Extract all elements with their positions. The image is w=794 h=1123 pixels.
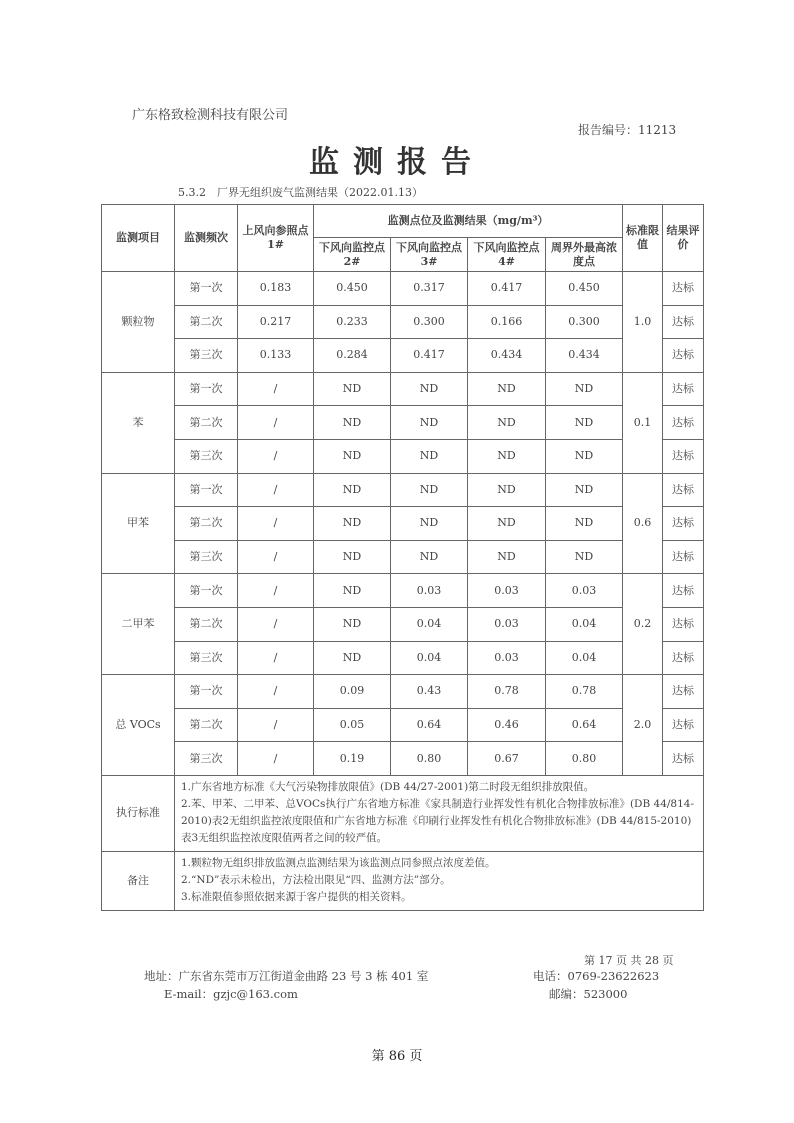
upwind-value: 0.183 — [238, 272, 314, 306]
evaluation-cell: 达标 — [663, 473, 704, 507]
max-value: 0.64 — [546, 708, 623, 742]
upwind-value: / — [238, 641, 314, 675]
point2-value: ND — [314, 540, 391, 574]
max-value: 0.300 — [546, 305, 623, 339]
point3-value: ND — [391, 406, 468, 440]
point4-value: 0.434 — [468, 339, 546, 373]
table-row — [102, 305, 704, 339]
group-name: 颗粒物 — [102, 272, 175, 373]
header-item: 监测项目 — [102, 205, 175, 272]
remark-text-line: 1.颗粒物无组织排放监测点监测结果为该监测点同参照点浓度差值。 — [181, 857, 496, 870]
table-row — [102, 473, 704, 507]
max-value: ND — [546, 439, 623, 473]
header-group: 监测点位及监测结果（mg/m³） — [314, 205, 623, 238]
upwind-value: / — [238, 742, 314, 776]
point4-value: 0.166 — [468, 305, 546, 339]
point2-value: ND — [314, 574, 391, 608]
upwind-value: / — [238, 473, 314, 507]
point3-value: ND — [391, 473, 468, 507]
upwind-value: / — [238, 607, 314, 641]
max-value: ND — [546, 507, 623, 541]
evaluation-cell: 达标 — [663, 607, 704, 641]
point2-value: ND — [314, 473, 391, 507]
point4-value: 0.67 — [468, 742, 546, 776]
max-value: ND — [546, 540, 623, 574]
limit-value: 1.0 — [623, 272, 663, 373]
point2-value: 0.05 — [314, 708, 391, 742]
evaluation-cell: 达标 — [663, 574, 704, 608]
max-value: 0.04 — [546, 641, 623, 675]
upwind-value: 0.133 — [238, 339, 314, 373]
point4-value: 0.03 — [468, 574, 546, 608]
remark-text-line: 2.“ND”表示未检出，方法检出限见“四、监测方法”部分。 — [181, 874, 451, 887]
standard-text-line: 1.广东省地方标准《大气污染物排放限值》(DB 44/27-2001)第二时段无组织排放限值。 — [181, 781, 595, 794]
header-max: 周界外最高浓度点 — [546, 238, 623, 272]
table-row — [102, 708, 704, 742]
point4-value: ND — [468, 406, 546, 440]
header-point3: 下风向监控点 3# — [391, 238, 468, 272]
header-evaluation: 结果评价 — [663, 205, 704, 272]
results-table — [101, 204, 704, 911]
point3-value: 0.04 — [391, 607, 468, 641]
point2-value: 0.233 — [314, 305, 391, 339]
evaluation-cell: 达标 — [663, 708, 704, 742]
upwind-value: / — [238, 574, 314, 608]
point3-value: 0.300 — [391, 305, 468, 339]
frequency-cell: 第一次 — [175, 372, 238, 406]
point4-value: 0.78 — [468, 675, 546, 709]
point3-value: 0.80 — [391, 742, 468, 776]
point3-value: 0.04 — [391, 641, 468, 675]
phone: 电话：0769-23622623 — [533, 969, 660, 983]
point3-value: 0.417 — [391, 339, 468, 373]
point3-value: 0.317 — [391, 272, 468, 306]
section-subtitle: 5.3.2 厂界无组织废气监测结果（2022.01.13） — [178, 186, 423, 199]
max-value: ND — [546, 473, 623, 507]
evaluation-cell: 达标 — [663, 742, 704, 776]
evaluation-cell: 达标 — [663, 272, 704, 306]
company-name: 广东格致检测科技有限公司 — [132, 108, 289, 123]
point2-value: 0.284 — [314, 339, 391, 373]
frequency-cell: 第二次 — [175, 607, 238, 641]
point2-value: ND — [314, 641, 391, 675]
frequency-cell: 第一次 — [175, 272, 238, 306]
table-row — [102, 574, 704, 608]
point2-value: 0.450 — [314, 272, 391, 306]
page-title: 监测报告 — [309, 145, 485, 180]
point3-value: 0.43 — [391, 675, 468, 709]
point3-value: 0.03 — [391, 574, 468, 608]
point4-value: 0.03 — [468, 607, 546, 641]
point2-value: ND — [314, 439, 391, 473]
point2-value: ND — [314, 607, 391, 641]
point2-value: ND — [314, 372, 391, 406]
evaluation-cell: 达标 — [663, 305, 704, 339]
evaluation-cell: 达标 — [663, 406, 704, 440]
header-frequency: 监测频次 — [175, 205, 238, 272]
max-value: ND — [546, 372, 623, 406]
upwind-value: / — [238, 540, 314, 574]
evaluation-cell: 达标 — [663, 507, 704, 541]
evaluation-cell: 达标 — [663, 372, 704, 406]
table-row — [102, 372, 704, 406]
table-row — [102, 540, 704, 574]
limit-value: 0.1 — [623, 372, 663, 473]
limit-value: 0.6 — [623, 473, 663, 574]
header-point2: 下风向监控点 2# — [314, 238, 391, 272]
limit-value: 0.2 — [623, 574, 663, 675]
point4-value: ND — [468, 507, 546, 541]
page-info: 第 17 页 共 28 页 — [584, 954, 674, 967]
standard-text-line: 2.苯、甲苯、二甲苯、总VOCs执行广东省地方标准《家具制造行业挥发性有机化合物排放标准》(DB 44/814-2010)表2无组织监控浓度限值和广东省地方标准《印刷行业挥发性有机化合物排放标准》(DB 44/815-2010)表3无组织监控浓度限值两者之间的较严值。 — [181, 798, 695, 845]
evaluation-cell: 达标 — [663, 439, 704, 473]
max-value: 0.80 — [546, 742, 623, 776]
point4-value: 0.03 — [468, 641, 546, 675]
table-row — [102, 675, 704, 709]
point2-value: ND — [314, 406, 391, 440]
max-value: 0.434 — [546, 339, 623, 373]
address: 地址：广东省东莞市万江街道金曲路 23 号 3 栋 401 室 — [144, 969, 429, 983]
point4-value: 0.417 — [468, 272, 546, 306]
evaluation-cell: 达标 — [663, 339, 704, 373]
remark-text — [175, 851, 704, 910]
upwind-value: / — [238, 406, 314, 440]
standard-label: 执行标准 — [102, 775, 175, 851]
evaluation-cell: 达标 — [663, 540, 704, 574]
point3-value: ND — [391, 540, 468, 574]
point4-value: 0.46 — [468, 708, 546, 742]
table-row — [102, 406, 704, 440]
upwind-value: / — [238, 439, 314, 473]
remark-text-line: 3.标准限值参照依据来源于客户提供的相关资料。 — [181, 891, 412, 904]
header-limit: 标准限值 — [623, 205, 663, 272]
point3-value: 0.64 — [391, 708, 468, 742]
header-upwind: 上风向参照点 1# — [238, 205, 314, 272]
frequency-cell: 第二次 — [175, 507, 238, 541]
table-row — [102, 742, 704, 776]
remark-label: 备注 — [102, 851, 175, 910]
point4-value: ND — [468, 372, 546, 406]
point3-value: ND — [391, 439, 468, 473]
email: E-mail：gzjc@163.com — [164, 987, 298, 1001]
upwind-value: / — [238, 507, 314, 541]
evaluation-cell: 达标 — [663, 641, 704, 675]
max-value: 0.03 — [546, 574, 623, 608]
frequency-cell: 第二次 — [175, 708, 238, 742]
report-number: 报告编号：11213 — [578, 123, 677, 137]
table-row — [102, 272, 704, 306]
frequency-cell: 第三次 — [175, 641, 238, 675]
upwind-value: / — [238, 372, 314, 406]
point4-value: ND — [468, 439, 546, 473]
limit-value: 2.0 — [623, 675, 663, 776]
group-name: 甲苯 — [102, 473, 175, 574]
point2-value: 0.09 — [314, 675, 391, 709]
frequency-cell: 第二次 — [175, 406, 238, 440]
evaluation-cell: 达标 — [663, 675, 704, 709]
group-name: 苯 — [102, 372, 175, 473]
header-point4: 下风向监控点 4# — [468, 238, 546, 272]
page-number: 第 86 页 — [371, 1049, 423, 1064]
table-row — [102, 641, 704, 675]
point3-value: ND — [391, 507, 468, 541]
postal-code: 邮编：523000 — [549, 987, 628, 1001]
table-row — [102, 339, 704, 373]
frequency-cell: 第三次 — [175, 540, 238, 574]
max-value: ND — [546, 406, 623, 440]
table-row — [102, 439, 704, 473]
point3-value: ND — [391, 372, 468, 406]
group-name: 二甲苯 — [102, 574, 175, 675]
frequency-cell: 第三次 — [175, 439, 238, 473]
table-row — [102, 607, 704, 641]
max-value: 0.78 — [546, 675, 623, 709]
upwind-value: 0.217 — [238, 305, 314, 339]
point4-value: ND — [468, 540, 546, 574]
max-value: 0.450 — [546, 272, 623, 306]
frequency-cell: 第三次 — [175, 339, 238, 373]
frequency-cell: 第一次 — [175, 473, 238, 507]
frequency-cell: 第一次 — [175, 675, 238, 709]
frequency-cell: 第二次 — [175, 305, 238, 339]
upwind-value: / — [238, 708, 314, 742]
point2-value: ND — [314, 507, 391, 541]
upwind-value: / — [238, 675, 314, 709]
frequency-cell: 第一次 — [175, 574, 238, 608]
point4-value: ND — [468, 473, 546, 507]
standard-text — [175, 775, 704, 851]
max-value: 0.04 — [546, 607, 623, 641]
point2-value: 0.19 — [314, 742, 391, 776]
frequency-cell: 第三次 — [175, 742, 238, 776]
table-row — [102, 507, 704, 541]
group-name: 总 VOCs — [102, 675, 175, 776]
